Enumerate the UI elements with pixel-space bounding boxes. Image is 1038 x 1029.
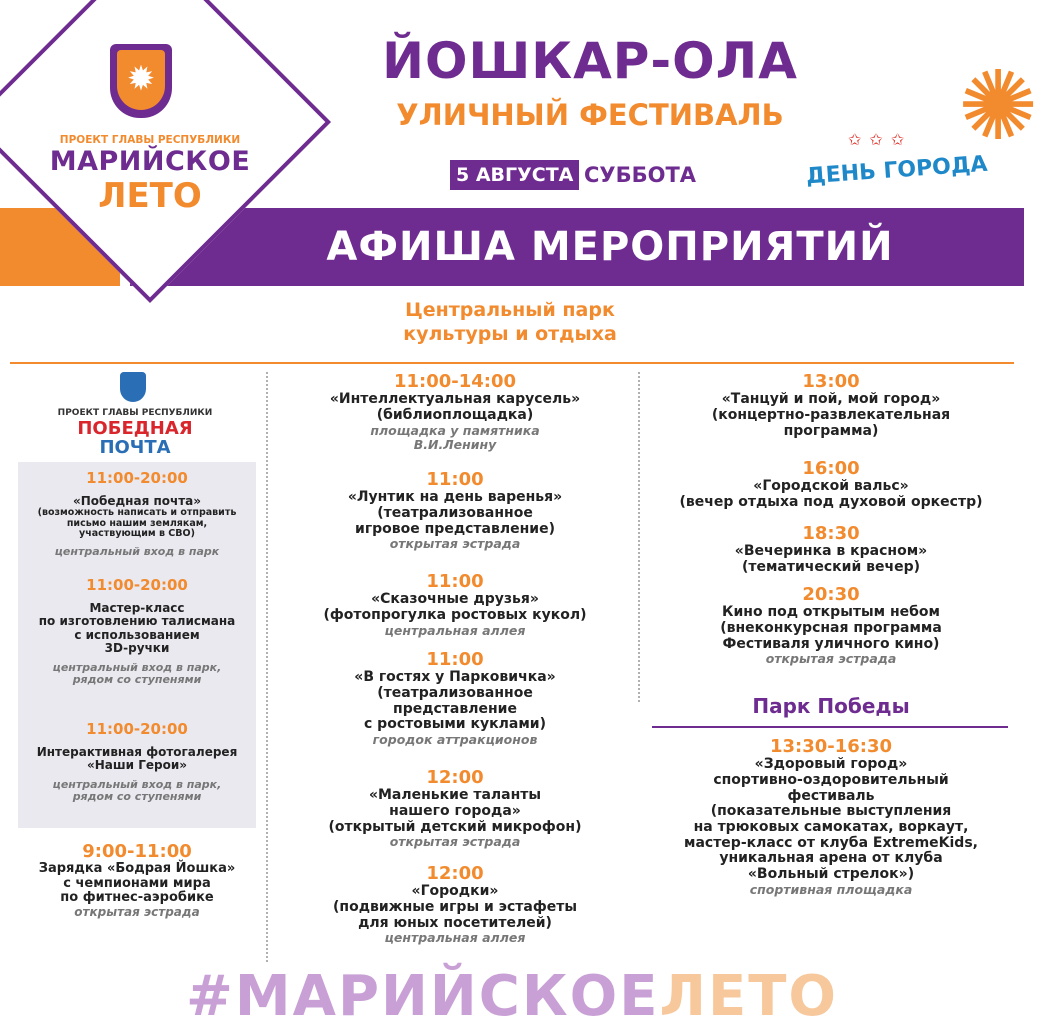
event-place: открытая эстрада [74,904,200,919]
event-place: открытая эстрада [765,651,897,667]
event-place: В.И.Ленину [413,436,497,452]
event-line: на трюковых самокатах, воркаут, [693,818,969,835]
event-line: «В гостях у Парковичка» [354,669,556,686]
event-line: по изготовлению талисмана [38,614,236,629]
event-line: (вечер отдыха под духовой оркестр) [679,493,983,510]
sun-icon: ✺ [958,50,1038,162]
event-place: спортивная площадка [749,881,913,897]
event-line: Интерактивная фотогалерея [36,744,238,759]
event-card [646,372,1016,439]
event-line: Фестиваля уличного кино) [722,635,940,652]
festival-subtitle: УЛИЧНЫЙ ФЕСТИВАЛЬ [396,98,784,132]
event-line: 3D-ручки [104,641,170,656]
event-line: «Вечеринка в красном» [734,543,928,560]
event-place: открытая эстрада [389,834,521,850]
event-line: по фитнес-аэробике [60,890,214,906]
event-time: 11:00-20:00 [86,576,188,594]
event-line: (библиоплощадка) [376,406,534,423]
event-line: (концертно-развлекательная [711,406,951,423]
event-line: (театрализованное [377,504,533,521]
brand-line-1: МАРИЙСКОЕ [49,146,251,177]
event-card [276,572,634,638]
event-place: центральная аллея [384,930,526,946]
event-time: 11:00-20:00 [86,469,188,487]
sun-emblem-icon: ✹ [117,50,165,110]
hashtag-part-2: ЛЕТО [659,964,839,1029]
event-time: 12:00 [426,863,484,884]
event-time: 16:00 [802,458,860,479]
event-time: 11:00 [426,469,484,490]
event-card [646,459,1016,511]
column-divider [638,372,640,702]
city-title: ЙОШКАР-ОЛА [382,32,798,90]
event-card [276,864,634,945]
venue-line-1: Центральный парк [405,299,615,321]
event-card [10,842,264,919]
event-line: с чемпионами мира [63,875,211,891]
event-place: центральный вход в парк, [52,777,222,791]
event-line: уникальная арена от клуба [719,850,943,867]
event-time: 13:00 [802,371,860,392]
project-label: ПРОЕКТ ГЛАВЫ РЕСПУБЛИКИ [59,134,241,146]
event-line: игровое представление) [355,520,555,537]
column-divider [266,372,268,962]
event-line: (тематический вечер) [741,558,921,575]
event-card [18,470,256,558]
event-card [276,768,634,849]
venue-title [340,298,680,346]
event-line: (подвижные игры и эстафеты [333,898,577,915]
event-line: «Городской вальс» [753,478,909,495]
event-line: «Лунтик на день варенья» [347,489,563,506]
event-time: 18:30 [802,523,860,544]
event-line: фестиваль [787,787,875,804]
hashtag-part-1: #МАРИЙСКОЕ [185,964,660,1029]
event-line: представление [393,700,517,717]
event-line: «Интеллектуальная карусель» [329,391,581,408]
event-title: «Победная почта» [72,493,202,508]
event-line: Зарядка «Бодрая Йошка» [38,861,236,877]
event-line: Мастер-класс [89,600,185,615]
city-day-logo: ДЕНЬ ГОРОДА [805,151,989,190]
event-time: 9:00-11:00 [82,841,192,862]
event-line: (театрализованное [377,684,533,701]
event-line: с использованием [74,627,200,642]
event-line: (показательные выступления [710,803,952,820]
event-card [646,585,1016,666]
event-line: программа) [783,422,879,439]
event-time: 11:00 [426,571,484,592]
weekday: СУББОТА [584,163,697,187]
event-card [276,372,634,452]
event-line: «Сказочные друзья» [371,591,539,608]
event-line: нашего города» [389,802,521,819]
event-line: «Городки» [411,883,499,900]
event-place: городок аттракционов [372,731,538,747]
event-time: 13:30-16:30 [769,736,893,757]
banner-title: АФИША МЕРОПРИЯТИЙ [326,224,894,270]
event-line: (открытый детский микрофон) [328,818,582,835]
event-place: рядом со ступенями [72,672,202,686]
event-time: 20:30 [802,584,860,605]
event-place: площадка у памятника [370,422,540,438]
event-line: «Вольный стрелок») [747,865,915,882]
event-time: 11:00-20:00 [86,720,188,738]
date-badge: 5 АВГУСТА [450,160,579,190]
divider [10,362,1014,364]
pobednaya-project-label: ПРОЕКТ ГЛАВЫ РЕСПУБЛИКИ [57,408,213,418]
event-line: «Здоровый город» [754,756,908,773]
event-place: рядом со ступенями [72,789,202,803]
event-place: центральный вход в парк [54,545,220,559]
event-card [646,737,1016,897]
event-line: «Наши Герои» [86,758,187,773]
stars-icon: ✩✩✩ [848,130,913,149]
event-time: 12:00 [426,767,484,788]
event-card [276,470,634,551]
event-time: 11:00 [426,649,484,670]
pobednaya-title-2: ПОЧТА [99,437,171,458]
pobednaya-title-1: ПОБЕДНАЯ [77,418,193,439]
park-pobedy-heading: Парк Победы [752,694,910,718]
event-line: с ростовыми куклами) [364,716,546,733]
brand-line-2: ЛЕТО [98,176,202,216]
event-place: открытая эстрада [389,536,521,552]
event-place: центральный вход в парк, [52,660,222,674]
hashtag [0,964,1024,1029]
event-line: «Танцуй и пой, мой город» [721,391,941,408]
divider [652,726,1008,728]
event-line: мастер-класс от клуба ExtremeKids, [684,834,978,851]
event-card [18,577,256,686]
venue-line-2: культуры и отдыха [403,323,617,345]
event-card [646,524,1016,576]
event-place: центральная аллея [384,622,526,638]
event-card [276,650,634,747]
event-line: Кино под открытым небом [722,604,940,621]
event-line: «Маленькие таланты [368,787,542,804]
event-line: (внеконкурсная программа [720,619,942,636]
event-card [18,721,256,803]
pobednaya-shield-icon [120,372,146,402]
event-line: спортивно-оздоровительный [713,771,949,788]
event-line: для юных посетителей) [358,914,552,931]
event-time: 11:00-14:00 [393,371,517,392]
event-description: (возможность написать и отправить письмо нашим землякам, участвующим в СВО) [37,507,237,540]
event-line: (фотопрогулка ростовых кукол) [323,606,587,623]
